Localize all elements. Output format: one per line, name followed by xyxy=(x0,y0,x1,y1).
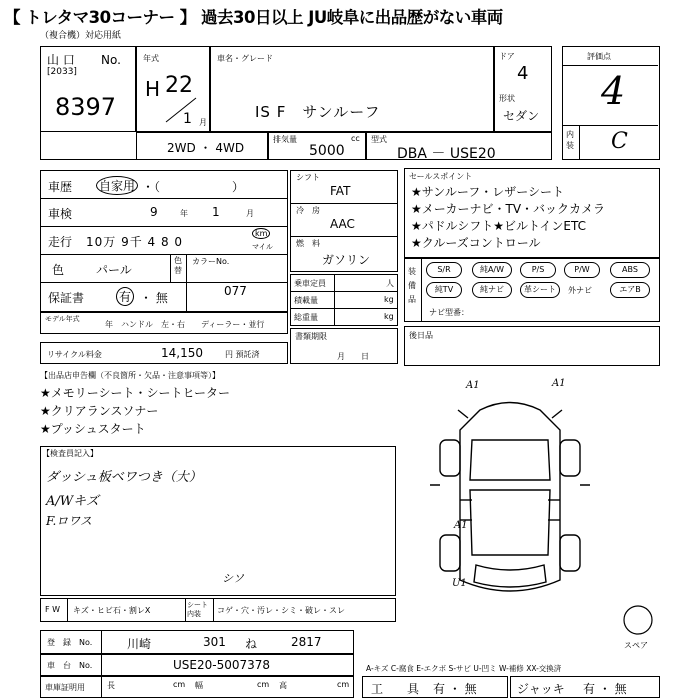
year-value: 22 xyxy=(165,73,193,98)
inspector-note: ダッシュ板ベワつき（大） xyxy=(46,470,202,485)
equipment-label: 装備品 xyxy=(408,267,416,304)
displacement-value: 5000 xyxy=(309,143,345,159)
recycle-box xyxy=(40,342,288,364)
fw-label: F W xyxy=(45,605,61,614)
interior-value: C xyxy=(611,129,628,154)
car-diagram xyxy=(410,370,610,620)
registration-label: 登 録 No. xyxy=(47,638,93,647)
venue-label: 山 口 xyxy=(47,53,75,67)
cert-unit: cm xyxy=(257,680,270,689)
car-name-label: 車名・グレード xyxy=(217,54,273,63)
jack-label: ジャッキ xyxy=(517,682,565,696)
model-code-label: 型式 xyxy=(371,135,387,144)
equip-genuine-navi: 純ナビ xyxy=(472,282,512,298)
lot-box xyxy=(40,46,136,132)
chassis-label: 車 台 No. xyxy=(47,661,93,670)
registration-number: 2817 xyxy=(291,635,322,649)
color-label: 色 xyxy=(52,263,65,277)
retrofit-label: 後日品 xyxy=(409,331,433,340)
equip-ps: P/S xyxy=(520,262,556,278)
cert-height: 高 xyxy=(279,681,287,690)
damage-mark: A1 xyxy=(552,378,566,389)
gross-unit: kg xyxy=(384,312,394,321)
load-unit: kg xyxy=(384,295,394,304)
fuel-label: 燃 料 xyxy=(296,239,320,248)
damage-mark: A1 xyxy=(466,380,480,391)
tools-label: 工 具 xyxy=(371,682,420,696)
ac-value: AAC xyxy=(330,217,355,231)
cert-width: 幅 xyxy=(195,681,203,690)
registration-class: 301 xyxy=(203,635,226,649)
shape-value: セダン xyxy=(503,109,540,123)
fw-note: シソ xyxy=(222,572,244,585)
form-type: （複合機）対応用紙 xyxy=(40,31,122,41)
doors-box xyxy=(494,46,552,132)
cert-unit: cm xyxy=(173,680,186,689)
history-value: 自家用 xyxy=(96,176,138,195)
tools-value: 有 ・ 無 xyxy=(433,682,477,696)
score-value: 4 xyxy=(601,69,626,113)
sales-point-item: ★クルーズコントロール xyxy=(411,236,541,250)
inspector-note: A/Wキズ xyxy=(46,494,99,509)
sales-point-item: ★パドルシフト★ビルトインETC xyxy=(411,219,586,233)
declaration-item: ★メモリーシート・シートヒーター xyxy=(40,386,231,400)
color-code-label: カラーNo. xyxy=(192,257,230,266)
cert-row xyxy=(40,676,354,698)
doors-label: ドア xyxy=(499,52,515,61)
header-banner: 【 トレタマ30コーナー 】 過去30日以上 JU岐阜に出品歴がない車両 xyxy=(4,8,503,27)
score-box xyxy=(562,46,660,160)
inspection-year-unit: 年 xyxy=(180,209,188,218)
capacity-label: 乗車定員 xyxy=(294,279,326,288)
mileage-label: 走行 xyxy=(48,235,73,249)
load-label: 積載量 xyxy=(294,296,318,305)
spare-label: スペア xyxy=(624,641,648,650)
color-change-label: 色替 xyxy=(174,256,182,275)
gross-label: 総重量 xyxy=(294,313,318,322)
displacement-unit: cc xyxy=(351,134,360,143)
lot-no-label: No. xyxy=(101,53,121,67)
displacement-box xyxy=(268,132,366,160)
ac-label: 冷 房 xyxy=(296,206,320,215)
car-name-value: IS F サンルーフ xyxy=(255,103,381,121)
cert-unit: cm xyxy=(337,680,350,689)
year-label: 年式 xyxy=(143,54,159,63)
doc-period-unit: 月 日 xyxy=(337,352,369,361)
declaration-item: ★クリアランスソナー xyxy=(40,404,159,418)
warranty-no: ・ 無 xyxy=(140,291,168,305)
mileage-unit-km: km xyxy=(252,228,270,239)
year-month: 1 xyxy=(183,111,192,127)
sales-point-item: ★メーカーナビ・TV・バックカメラ xyxy=(411,202,606,216)
damage-legend: A-キズ C-腐食 E-エクボ S-サビ U-凹ミ W-補修 XX-交換済 xyxy=(366,664,562,673)
equip-genuine-aw: 純A/W xyxy=(472,262,512,278)
doc-period-label: 書類期限 xyxy=(295,332,327,341)
equip-abs: ABS xyxy=(610,262,650,278)
damage-mark: U1 xyxy=(452,578,467,589)
sales-points-box xyxy=(404,168,660,258)
recycle-value: 14,150 xyxy=(161,346,203,360)
car-name-box xyxy=(210,46,494,132)
inspection-year: 9 xyxy=(150,205,158,219)
fuel-value: ガソリン xyxy=(322,253,371,267)
tools-box xyxy=(362,676,508,698)
jack-box xyxy=(510,676,660,698)
history-label: 車歴 xyxy=(48,180,73,194)
registration-city: 川崎 xyxy=(127,637,152,651)
jack-value: 有 ・ 無 xyxy=(583,682,627,696)
inspection-label: 車検 xyxy=(48,207,73,221)
equip-genuine-tv: 純TV xyxy=(426,282,462,298)
registration-row xyxy=(40,630,354,654)
recycle-label: リサイクル料金 xyxy=(47,350,102,359)
inspection-month: 1 xyxy=(212,205,220,219)
equip-sunroof: S/R xyxy=(426,262,462,278)
equip-aftermarket-navi: 外ナビ xyxy=(568,286,592,295)
damage-mark: A1 xyxy=(454,520,468,531)
sales-points-label: セールスポイント xyxy=(409,172,473,181)
model-row xyxy=(40,312,288,334)
displacement-label: 排気量 xyxy=(273,135,297,144)
recycle-unit: 円 預託済 xyxy=(225,350,260,359)
year-era: H xyxy=(145,77,161,101)
seat-text: コゲ・穴・汚レ・シミ・破レ・スレ xyxy=(217,606,345,615)
warranty-label: 保証書 xyxy=(48,291,85,305)
fw-text: キズ・ヒビ石・割レX xyxy=(73,606,151,615)
year-divider xyxy=(160,96,200,126)
mileage-unit-mile: マイル xyxy=(252,243,273,251)
sales-point-item: ★サンルーフ・レザーシート xyxy=(411,185,565,199)
inspector-label: 【検査員記入】 xyxy=(42,449,98,458)
doors-value: 4 xyxy=(517,63,529,84)
lot-sub: [2033] xyxy=(47,67,77,77)
equip-pw: P/W xyxy=(564,262,600,278)
shape-label: 形状 xyxy=(499,94,515,103)
retrofit-box xyxy=(404,326,660,366)
equip-airbag: エアB xyxy=(610,282,650,298)
warranty-yes: 有 xyxy=(116,287,134,306)
declaration-item: ★プッシュスタート xyxy=(40,422,146,436)
equip-leather-seat: 革シート xyxy=(520,282,560,298)
model-row-text: 年 ハンドル 左・右 ディーラー・並行 xyxy=(105,320,265,329)
shift-value: FAT xyxy=(330,184,351,198)
navi-label: ナビ型番： xyxy=(429,308,469,317)
color-value: パール xyxy=(96,263,132,277)
cert-length: 長 xyxy=(107,681,115,690)
lot-number: 8397 xyxy=(55,93,117,121)
mileage-value: 10万 9千 4 8 0 xyxy=(86,235,184,249)
model-code-box xyxy=(366,132,552,160)
drive-value: 2WD ・ 4WD xyxy=(167,141,245,155)
history-rest: ・（ ） xyxy=(142,180,245,194)
chassis-row xyxy=(40,654,354,676)
spare-wheel-icon xyxy=(618,600,658,640)
inspector-note: F.ロワス xyxy=(46,514,92,528)
doc-period-box xyxy=(290,328,398,364)
fw-row xyxy=(40,598,396,622)
declaration-label: 【出品店申告欄（不良箇所・欠品・注意事項等）】 xyxy=(40,371,220,380)
interior-label: 内装 xyxy=(566,130,574,150)
color-code: 077 xyxy=(224,284,247,298)
seat-label: シート内装 xyxy=(187,601,208,618)
inspection-month-unit: 月 xyxy=(246,209,254,218)
registration-kana: ね xyxy=(245,637,258,651)
drive-box xyxy=(136,132,268,160)
chassis-value: USE20-5007378 xyxy=(173,658,271,672)
score-label: 評価点 xyxy=(587,52,611,61)
cert-label: 車庫証明用 xyxy=(45,683,85,692)
year-month-unit: 月 xyxy=(199,118,207,127)
capacity-unit: 人 xyxy=(386,279,394,288)
model-code-value: DBA － USE20 xyxy=(397,146,496,162)
shift-label: シフト xyxy=(296,173,320,182)
model-row-label: モデル年式 xyxy=(45,315,80,323)
